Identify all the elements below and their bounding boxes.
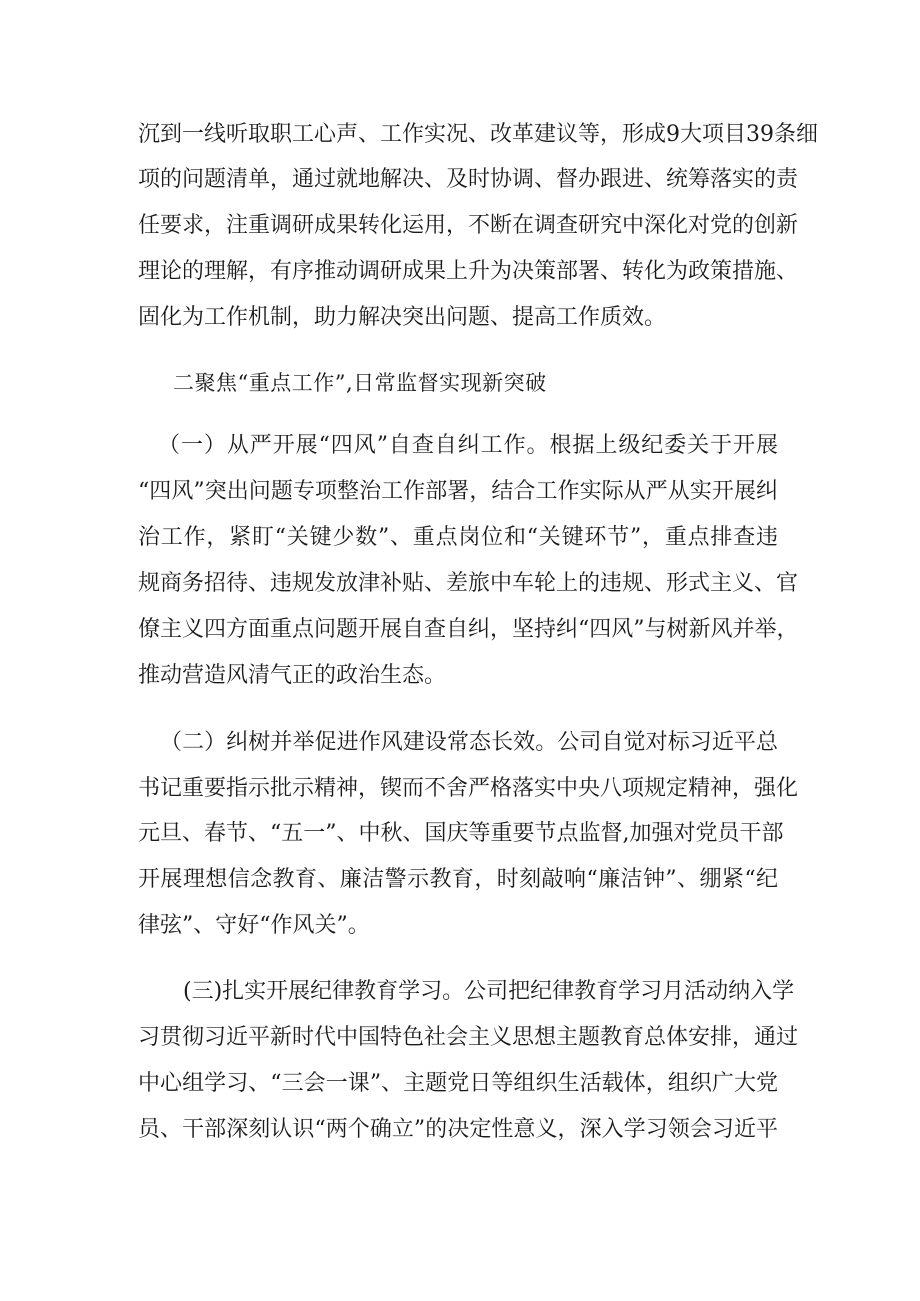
text-line: 律弦”、守好“作风关”。	[138, 913, 370, 938]
text-line: 习贯彻习近平新时代中国特色社会主义思想主题教育总体安排，通过	[138, 1025, 799, 1050]
text-line: 书记重要指示批示精神，锲而不舍严格落实中央八项规定精神，强化	[138, 776, 799, 801]
text-line: 治工作，紧盯“关键少数”、重点岗位和“关键环节”，重点排查违	[138, 525, 778, 550]
text-line: 员、干部深刻认识“两个确立”的决定性意义，深入学习领会习近平	[138, 1117, 778, 1142]
text-line: 推动营造风清气正的政治生态。	[138, 663, 447, 688]
text-line: (三)扎实开展纪律教育学习。公司把纪律教育学习月活动纳入学	[183, 979, 795, 1004]
text-line: 开展理想信念教育、廉洁警示教育，时刻敲响“廉洁钟”、绷紧“纪	[138, 867, 778, 892]
text-line: 理论的理解，有序推动调研成果上升为决策部署、转化为政策措施、	[138, 259, 799, 284]
text-line: 固化为工作机制，助力解决突出问题、提高工作质效。	[138, 305, 667, 330]
text-line: （一）从严开展“四风”自查自纠工作。根据上级纪委关于开展	[158, 433, 778, 458]
text-line: 项的问题清单，通过就地解决、及时协调、督办跟进、统筹落实的责	[138, 167, 799, 192]
text-line: （二）纠树并举促进作风建设常态长效。公司自觉对标习近平总	[160, 730, 778, 755]
text-line: 任要求，注重调研成果转化运用，不断在调查研究中深化对党的创新	[138, 213, 799, 238]
text-line: “四风”突出问题专项整治工作部署，结合工作实际从严从实开展纠	[138, 479, 778, 504]
text-line: 僚主义四方面重点问题开展自查自纠，坚持纠“四风”与树新风并举，	[138, 617, 799, 642]
text-line: 规商务招待、违规发放津补贴、差旅中车轮上的违规、形式主义、官	[138, 571, 799, 596]
text-line: 沉到一线听取职工心声、工作实况、改革建议等，形成9大项目39条细	[138, 122, 818, 147]
heading-line: 二聚焦“重点工作”,日常监督实现新突破	[173, 371, 547, 395]
text-line: 中心组学习、“三会一课”、主题党日等组织生活载体，组织广大党	[138, 1071, 778, 1096]
text-line: 元旦、春节、“五一”、中秋、国庆等重要节点监督,加强对党员干部	[138, 821, 784, 846]
